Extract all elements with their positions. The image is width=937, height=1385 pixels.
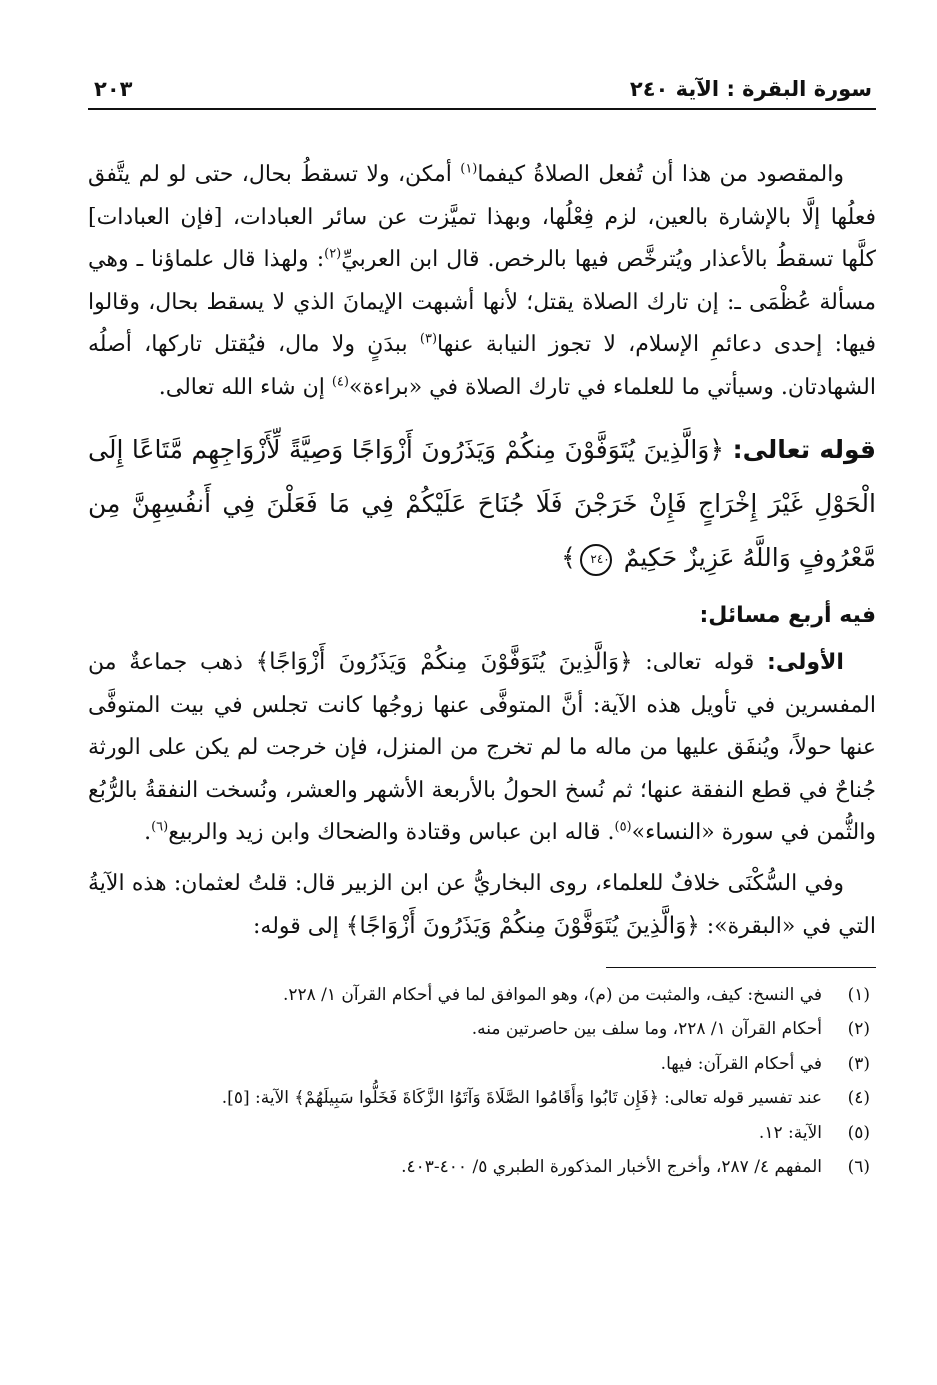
text-segment: أمكن، ولا تسقطُ بحال، حتى لو لم يتَّفق فعلُها إلَّا بالإشارة بالعين، لزم فِعْلُها، وبهذا تميَّزت عن سائر العبادات، [فإن العبادات] كلَّها تسقطُ بالأعذار ويُترخَّص فيها بالرخص. قال ابن العربيِّ (88, 162, 877, 272)
footnote-divider (606, 967, 876, 968)
issue-first-text (88, 650, 876, 845)
text-segment: . قاله ابن عباس وقتادة والضحاك وابن زيد والربيع (168, 820, 615, 845)
issues-intro (88, 595, 876, 637)
footnote-item (88, 1081, 870, 1116)
text-segment: . (144, 820, 152, 845)
page-number: ٢٠٣ (94, 77, 133, 101)
quran-verse-block (88, 423, 876, 585)
footnote-reference[interactable]: (٦) (151, 819, 169, 835)
footnote-reference[interactable]: (٣) (419, 331, 438, 347)
issue-first-block (88, 641, 876, 949)
footnote-text: في النسخ: كيف، والمثبت من (م)، وهو الموافق لما في أحكام القرآن ١/ ٢٢٨. (282, 984, 822, 1005)
text-segment: ببدَنٍ ولا مال، فيُقتل تاركها، أصلُه الشهادتان. وسيأتي ما للعلماء في تارك الصلاة في «براءة» (88, 332, 876, 400)
footnote-number: (٢) (847, 1019, 870, 1039)
footnote-text: الآية: ١٢. (758, 1122, 822, 1143)
footnote-number: (٤) (847, 1088, 870, 1108)
text-segment: ذهب جماعةٌ من المفسرين في تأويل هذه الآية: أنَّ المتوفَّى عنها زوجُها كانت تجلس في بيت المتوفَّى عنها حولاً، ويُنفَق عليها من ماله ما لم تخرج من المنزل، فإن خرجت لم يكن على الورثة جُناحٌ في قطع النفقة عنها؛ ثم نُسخ الحولُ بالأربعة الأشهر والعشر، ونُسخت النفقةُ بالرُّبُع والثُّمن في سورة «النساء» (88, 650, 876, 845)
footnote-text: في أحكام القرآن: فيها. (660, 1053, 822, 1074)
footnote-text: عند تفسير قوله تعالى: ﴿فَإِن تَابُوا وَأَقَامُوا الصَّلَاةَ وَآتَوُا الزَّكَاةَ فَخَلُّوا سَبِيلَهُمْ﴾ الآية: [٥]. (221, 1088, 822, 1108)
footnote-reference[interactable]: (٢) (324, 246, 342, 262)
footnote-item (88, 1116, 870, 1151)
footnote-number: (٣) (847, 1053, 870, 1074)
footnote-item (88, 1047, 870, 1082)
text-segment: وفي السُّكْنَى خلافٌ للعلماء، روى البخاريُّ عن ابن الزبير قال: قلتُ لعثمان: هذه الآيةُ التي في «البقرة»: (88, 870, 876, 939)
footnote-number: (٥) (847, 1122, 870, 1143)
text-segment: إن شاء الله تعالى. (158, 374, 332, 400)
paragraph (88, 154, 876, 409)
footnote-item (88, 978, 870, 1013)
verse-text: ﴿وَالَّذِينَ يُتَوَفَّوْنَ مِنكُمْ وَيَذَرُونَ أَزْوَاجًا وَصِيَّةً لِّأَزْوَاجِهِم مَّتَاعًا إِلَى الْحَوْلِ غَيْرَ إِخْرَاجٍ فَإِنْ خَرَجْنَ فَلَا جُنَاحَ عَلَيْكُمْ فِي مَا فَعَلْنَ فِي أَنفُسِهِنَّ مِن مَّعْرُوفٍ وَاللَّهُ عَزِيزٌ حَكِيمٌ (88, 435, 876, 572)
ayah-number-marker: ٢٤٠ (580, 544, 612, 576)
footnotes (88, 978, 876, 1185)
footnote-number: (٦) (847, 1157, 870, 1177)
footnote-number: (١) (847, 984, 870, 1005)
footnote-item (88, 1012, 870, 1047)
verse-close-bracket: ﴾ (561, 543, 576, 572)
issues-intro-text: فيه أربع مسائل: (699, 603, 876, 628)
page-header (88, 70, 876, 110)
quran-quote: ﴿وَالَّذِينَ يُتَوَفَّوْنَ مِنكُمْ وَيَذَرُونَ أَزْوَاجًا﴾ (345, 913, 700, 939)
issue-first-paragraph (88, 641, 876, 855)
book-page (88, 70, 876, 1330)
footnote-reference[interactable]: (٤) (331, 374, 349, 390)
issue-label: الأولى: (767, 650, 844, 675)
paragraph-last (88, 863, 876, 949)
text-segment: : ولهذا قال علماؤنا ـ وهي مسألة عُظْمَى ـ: إن تارك الصلاة يقتل؛ لأنها أشبهت الإيمانَ الذي لا يسقط بحال، وقالوا فيها: إحدى دعائمِ الإسلام، لا تجوز النيابة عنها (88, 247, 877, 357)
verse-lead: قوله تعالى: (732, 435, 877, 464)
footnote-item (88, 1150, 870, 1185)
running-title: سورة البقرة : الآية ٢٤٠ (629, 77, 872, 101)
text-segment: والمقصود من هذا أن تُفعل الصلاةُ كيفما (477, 162, 844, 187)
text-segment: إلى قوله: (252, 914, 346, 939)
footnote-text: المفهم ٤/ ٢٨٧، وأخرج الأخبار المذكورة الطبري ٥/ ٤٠٠-٤٠٣. (401, 1157, 822, 1177)
footnote-reference[interactable]: (١) (460, 161, 478, 177)
text-segment: قوله تعالى: (632, 650, 768, 675)
quran-quote: ﴿وَالَّذِينَ يُتَوَفَّوْنَ مِنكُمْ وَيَذَرُونَ أَزْوَاجًا﴾ (255, 649, 633, 675)
footnote-reference[interactable]: (٥) (614, 819, 632, 835)
footnote-text: أحكام القرآن ١/ ٢٢٨، وما سلف بين حاصرتين منه. (471, 1019, 822, 1039)
body-text (88, 154, 876, 409)
